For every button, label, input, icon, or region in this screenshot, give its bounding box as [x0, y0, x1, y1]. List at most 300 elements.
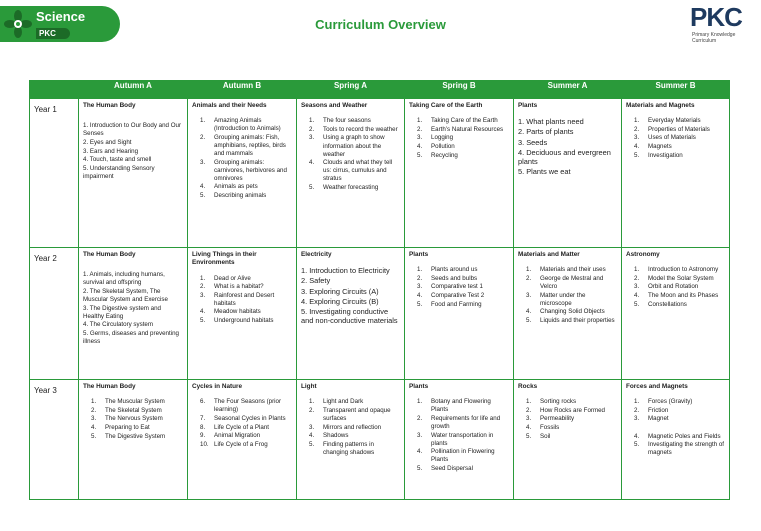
list-item: 5. Plants we eat [518, 167, 571, 177]
lesson-text: Forces (Gravity) [648, 398, 693, 406]
page-header [0, 0, 761, 60]
topic-cell [297, 99, 405, 248]
list-item: 4. Exploring Circuits (B) [301, 296, 379, 306]
list-item [192, 415, 292, 423]
lesson-number: 4. [634, 432, 640, 440]
column-header: Spring B [405, 81, 514, 99]
lesson-text: Magnetic Poles and Fields [648, 432, 721, 440]
list-item [301, 398, 400, 406]
lesson-text: Requirements for life and growth [431, 414, 501, 431]
lesson-text: Materials and their uses [540, 266, 606, 274]
lesson-text: The Muscular System [105, 398, 165, 406]
topic-title: Plants [518, 102, 538, 109]
lesson-text: Tools to record the weather [323, 125, 398, 133]
lesson-text: Model the Solar System [648, 274, 714, 282]
lesson-number: 2. [417, 274, 423, 282]
lesson-number: 3. [417, 283, 423, 291]
lesson-text: Investigating the strength of magnets [648, 441, 725, 457]
lesson-number: 5. [91, 432, 97, 440]
lesson-text: Introduction to Astronomy [648, 266, 719, 274]
lesson-text: The Moon and its Phases [648, 292, 719, 300]
list-item [626, 134, 725, 142]
topic-cell [622, 99, 730, 248]
lesson-number: 5. [417, 151, 423, 159]
lesson-text: Clouds and what they tell us: cirrus, cumulus and stratus [323, 159, 393, 183]
list-item [192, 432, 292, 440]
topic-cell [514, 380, 622, 500]
lesson-number: 3. [309, 423, 315, 431]
lesson-number: 4. [91, 424, 97, 432]
list-item [192, 134, 292, 158]
list-item [301, 432, 400, 440]
lesson-text: Finding patterns in changing shadows [323, 440, 375, 456]
lesson-text: Pollution [431, 143, 455, 151]
lesson-number: 5. [309, 440, 315, 448]
lesson-list [301, 398, 400, 456]
lesson-text: Matter under the microscope [540, 291, 586, 307]
list-item [192, 308, 292, 316]
list-item [626, 152, 725, 160]
list-item [192, 183, 292, 191]
list-item: 3. Exploring Circuits (A) [301, 286, 379, 296]
lesson-number: 2. [634, 274, 640, 282]
list-item: 5. Germs, diseases and preventing illness [83, 329, 179, 345]
lesson-text: Seed Dispersal [431, 464, 473, 472]
lesson-number: 1. [200, 274, 206, 282]
lesson-number: 3. [200, 158, 206, 166]
lesson-number: 3. [91, 415, 97, 423]
topic-cell [405, 248, 514, 380]
lesson-text: Rainforest and Desert habitats [214, 291, 275, 307]
lesson-text: Amazing Animals (Introduction to Animals) [214, 117, 281, 133]
lesson-text: Logging [431, 134, 454, 142]
lesson-text: The Skeletal System [105, 406, 162, 414]
list-item: 1. What plants need [518, 117, 584, 127]
lesson-list [301, 266, 400, 326]
topic-cell [79, 380, 188, 500]
lesson-number: 1. [634, 117, 640, 125]
list-item [301, 184, 400, 192]
lesson-number: 2. [526, 274, 532, 282]
lesson-list [626, 117, 725, 159]
list-item [409, 126, 509, 134]
list-item [409, 266, 509, 274]
lesson-number: 5. [634, 151, 640, 159]
list-item [301, 441, 400, 457]
list-item [301, 424, 400, 432]
list-item [518, 308, 617, 316]
lesson-list [518, 117, 617, 177]
list-item [192, 192, 292, 200]
lesson-text: How Rocks are Formed [540, 406, 605, 414]
list-item [409, 152, 509, 160]
list-item [518, 415, 617, 423]
list-item: 4. Deciduous and evergreen plants [518, 147, 611, 167]
lesson-number: 1. [526, 398, 532, 406]
list-item [83, 407, 183, 415]
lesson-number: 2. [634, 125, 640, 133]
curriculum-table [29, 80, 730, 500]
list-item [409, 432, 509, 448]
lesson-text: Everyday Materials [648, 117, 701, 125]
lesson-text: Magnet [648, 415, 669, 423]
topic-cell [514, 248, 622, 380]
lesson-number: 5. [634, 300, 640, 308]
lesson-text: Dead or Alive [214, 274, 251, 282]
list-item: 2. Safety [301, 276, 331, 286]
lesson-number: 5. [417, 464, 423, 472]
lesson-number: 1. [634, 398, 640, 406]
list-item [518, 407, 617, 415]
list-item: 2. The Skeletal System, The Muscular System and Exercise [83, 287, 168, 304]
list-item [192, 292, 292, 308]
list-item [83, 433, 183, 441]
lesson-number: 2. [309, 406, 315, 414]
year-label: Year 2 [30, 248, 79, 380]
topic-title: Materials and Matter [518, 251, 580, 258]
lesson-text: Recycling [431, 151, 458, 159]
list-item [518, 275, 617, 291]
lesson-number: 2. [417, 125, 423, 133]
pkc-logo-text: PKC [690, 2, 742, 32]
lesson-text: Describing animals [214, 191, 267, 199]
lesson-number: 4. [634, 143, 640, 151]
list-item [409, 134, 509, 142]
topic-cell [622, 248, 730, 380]
column-header: Autumn A [79, 81, 188, 99]
list-item [301, 407, 400, 423]
lesson-list [192, 117, 292, 200]
lesson-text: Animals as pets [214, 183, 258, 191]
lesson-number: 4. [200, 183, 206, 191]
list-item: 1. Introduction to Electricity [301, 266, 390, 276]
lesson-list [83, 117, 183, 180]
page-title: Curriculum Overview [315, 17, 446, 32]
lesson-text: Magnets [648, 143, 672, 151]
lesson-text: Uses of Materials [648, 134, 696, 142]
lesson-text: Taking Care of the Earth [431, 117, 498, 125]
list-item [409, 143, 509, 151]
topic-title: Plants [409, 251, 429, 258]
lesson-number: 1. [417, 398, 423, 406]
lesson-number: 6. [200, 398, 206, 406]
topic-cell [297, 380, 405, 500]
list-item [301, 126, 400, 134]
lesson-text: Preparing to Eat [105, 424, 150, 432]
lesson-number: 2. [309, 125, 315, 133]
list-item [409, 283, 509, 291]
list-item [518, 292, 617, 308]
header-row [30, 81, 730, 99]
topic-title: Forces and Magnets [626, 383, 688, 390]
lesson-text: Light and Dark [323, 398, 364, 406]
list-item: 1. Animals, including humans, survival and offspring [83, 271, 165, 287]
lesson-text: Investigation [648, 151, 683, 159]
lesson-list [83, 266, 183, 346]
topic-title: Taking Care of the Earth [409, 102, 483, 109]
list-item [192, 117, 292, 133]
year-row [30, 248, 730, 380]
lesson-number: 4. [417, 292, 423, 300]
lesson-list [192, 398, 292, 448]
list-item [518, 317, 617, 325]
lesson-text: Water transportation in plants [431, 431, 494, 447]
lesson-text: The Digestive System [105, 432, 166, 440]
lesson-list [409, 117, 509, 159]
topic-title: Cycles in Nature [192, 383, 243, 390]
topic-cell [405, 99, 514, 248]
list-item [192, 159, 292, 183]
lesson-text: Soil [540, 432, 551, 440]
lesson-number: 4. [309, 432, 315, 440]
lesson-text: Pollination in Flowering Plants [431, 448, 495, 464]
subject-label: Science [36, 9, 86, 24]
lesson-text: Transparent and opaque surfaces [323, 406, 391, 422]
list-item: 1. Introduction to Our Body and Our Senses [83, 122, 182, 138]
lesson-list [409, 266, 509, 308]
year-row [30, 99, 730, 248]
lesson-number: 3. [200, 291, 206, 299]
lesson-text: Botany and Flowering Plants [431, 398, 491, 414]
list-item: 5. Investigating conductive and non-conductive materials [301, 306, 398, 326]
lesson-number: 4. [526, 424, 532, 432]
topic-title: Plants [409, 383, 429, 390]
list-item [83, 415, 183, 423]
list-item [518, 266, 617, 274]
lesson-number: 1. [634, 266, 640, 274]
lesson-text: Changing Solid Objects [540, 308, 605, 316]
column-header: Summer A [514, 81, 622, 99]
topic-cell [297, 248, 405, 380]
topic-cell [188, 248, 297, 380]
lesson-text: Shadows [323, 432, 349, 440]
lesson-number: 3. [526, 291, 532, 299]
list-item [409, 415, 509, 431]
lesson-text: Grouping animals: carnivores, herbivores and omnivores [214, 158, 287, 182]
list-item [192, 275, 292, 283]
list-item [626, 126, 725, 134]
lesson-list [626, 398, 725, 457]
topic-cell [188, 380, 297, 500]
list-item [301, 159, 400, 183]
list-item [192, 424, 292, 432]
list-item [626, 266, 725, 274]
list-item [626, 407, 725, 415]
lesson-number: 4. [526, 308, 532, 316]
lesson-number: 1. [526, 266, 532, 274]
list-item [626, 415, 725, 423]
subject-sub-label: PKC [36, 28, 70, 39]
lesson-text: Friction [648, 406, 669, 414]
topic-title: Seasons and Weather [301, 102, 368, 109]
list-item [626, 301, 725, 309]
lesson-number: 1. [91, 398, 97, 406]
lesson-text: Grouping animals: Fish, amphibians, reptiles, birds and mammals [214, 133, 286, 158]
lesson-text: Comparative Test 2 [431, 292, 485, 300]
topic-cell [405, 380, 514, 500]
list-item [83, 398, 183, 406]
list-item [83, 424, 183, 432]
lesson-text: George de Mestral and Velcro [540, 274, 604, 290]
list-item [626, 398, 725, 406]
lesson-text: Underground habitats [214, 316, 274, 324]
lesson-text: Constellations [648, 300, 687, 308]
list-item [626, 292, 725, 300]
lesson-text: Seasonal Cycles in Plants [214, 414, 286, 422]
lesson-number: 5. [634, 441, 640, 449]
lesson-number: 9. [200, 432, 206, 440]
lesson-number: 2. [91, 406, 97, 414]
lesson-text: Plants around us [431, 266, 478, 274]
list-item [626, 275, 725, 283]
lesson-number: 2. [634, 406, 640, 414]
list-item [626, 441, 725, 457]
year-row [30, 380, 730, 500]
lesson-number: 3. [634, 134, 640, 142]
list-item [192, 317, 292, 325]
list-item [409, 117, 509, 125]
lesson-list [192, 275, 292, 325]
topic-title: The Human Body [83, 102, 136, 109]
list-item [192, 398, 292, 414]
topic-title: The Human Body [83, 383, 136, 390]
list-item [409, 465, 509, 473]
pkc-logo [690, 2, 750, 46]
list-item: 4. The Circulatory system [83, 321, 154, 329]
lesson-text: What is a habitat? [214, 283, 264, 291]
lesson-text: Animal Migration [214, 432, 261, 440]
list-item: 2. Parts of plants [518, 127, 574, 137]
topic-title: Rocks [518, 383, 538, 390]
year-label: Year 1 [30, 99, 79, 248]
lesson-number: 3. [417, 134, 423, 142]
lesson-list [518, 266, 617, 324]
lesson-number: 8. [200, 423, 206, 431]
list-item [626, 143, 725, 151]
lesson-number: 5. [309, 183, 315, 191]
lesson-text: Life Cycle of a Frog [214, 440, 268, 448]
lesson-number: 2. [200, 283, 206, 291]
lesson-number: 1. [309, 398, 315, 406]
lesson-number: 5. [200, 191, 206, 199]
lesson-text: Fossils [540, 424, 560, 432]
year-label: Year 3 [30, 380, 79, 500]
lesson-text: Sorting rocks [540, 398, 577, 406]
lesson-text: Liquids and their properties [540, 316, 615, 324]
topic-cell [79, 99, 188, 248]
list-item [409, 275, 509, 283]
lesson-number: 1. [309, 117, 315, 125]
lesson-text: Comparative test 1 [431, 283, 483, 291]
lesson-text: Weather forecasting [323, 183, 379, 191]
lesson-text: The Nervous System [105, 415, 163, 423]
list-item: 3. The Digestive system and Healthy Eating [83, 304, 161, 320]
lesson-text: Life Cycle of a Plant [214, 423, 270, 431]
lesson-text: Meadow habitats [214, 308, 261, 316]
list-item [192, 283, 292, 291]
list-item: 5. Understanding Sensory impairment [83, 164, 155, 180]
lesson-number: 1. [417, 266, 423, 274]
pkc-logo-tagline: Primary Knowledge Curriculum [692, 32, 736, 44]
column-header: Spring A [297, 81, 405, 99]
topic-title: Living Things in their Environments [192, 251, 257, 267]
topic-title: Electricity [301, 251, 332, 258]
topic-cell [79, 248, 188, 380]
list-item: 4. Touch, taste and smell [83, 156, 152, 164]
lesson-number: 1. [200, 117, 206, 125]
list-item [301, 134, 400, 158]
lesson-text: The four seasons [323, 117, 371, 125]
list-item [409, 398, 509, 414]
topic-title: Materials and Magnets [626, 102, 695, 109]
lesson-number: 7. [200, 414, 206, 422]
lesson-list [626, 266, 725, 308]
topic-title: Astronomy [626, 251, 660, 258]
list-item [626, 117, 725, 125]
list-item [518, 424, 617, 432]
topic-cell [188, 99, 297, 248]
lesson-text: Using a graph to show information about the weather [323, 134, 385, 158]
lesson-number: 3. [634, 415, 640, 423]
lesson-number: 4. [634, 292, 640, 300]
lesson-text: Permeability [540, 415, 575, 423]
list-item [626, 283, 725, 291]
lesson-number: 5. [526, 316, 532, 324]
lesson-text: Earth’s Natural Resources [431, 125, 504, 133]
list-spacer [626, 424, 725, 432]
topic-title: Animals and their Needs [192, 102, 267, 109]
lesson-list [518, 398, 617, 440]
list-item [409, 292, 509, 300]
lesson-number: 3. [634, 283, 640, 291]
lesson-list [409, 398, 509, 473]
lesson-number: 3. [526, 415, 532, 423]
lesson-text: Properties of Materials [648, 125, 710, 133]
lesson-text: Food and Farming [431, 300, 482, 308]
list-item [626, 433, 725, 441]
list-item [301, 117, 400, 125]
list-item [518, 433, 617, 441]
lesson-text: Mirrors and reflection [323, 423, 382, 431]
column-header: Autumn B [188, 81, 297, 99]
lesson-list [301, 117, 400, 192]
lesson-number: 2. [417, 414, 423, 422]
lesson-number: 4. [200, 308, 206, 316]
topic-cell [622, 380, 730, 500]
lesson-number: 2. [200, 133, 206, 141]
list-item: 3. Ears and Hearing [83, 147, 139, 155]
lesson-text: The Four Seasons (prior learning) [214, 398, 282, 414]
topic-title: The Human Body [83, 251, 136, 258]
corner-cell [30, 81, 79, 99]
list-item [192, 441, 292, 449]
column-header: Summer B [622, 81, 730, 99]
lesson-number: 10. [200, 440, 209, 448]
lesson-number: 5. [200, 316, 206, 324]
lesson-text: Orbit and Rotation [648, 283, 699, 291]
lesson-number: 5. [526, 432, 532, 440]
list-item: 2. Eyes and Sight [83, 138, 132, 146]
topic-title: Light [301, 383, 317, 390]
lesson-number: 3. [417, 431, 423, 439]
lesson-number: 3. [309, 134, 315, 142]
lesson-number: 5. [417, 300, 423, 308]
list-item [409, 448, 509, 464]
lesson-number: 4. [309, 159, 315, 167]
lesson-number: 2. [526, 406, 532, 414]
list-item [518, 398, 617, 406]
list-item: 3. Seeds [518, 137, 548, 147]
